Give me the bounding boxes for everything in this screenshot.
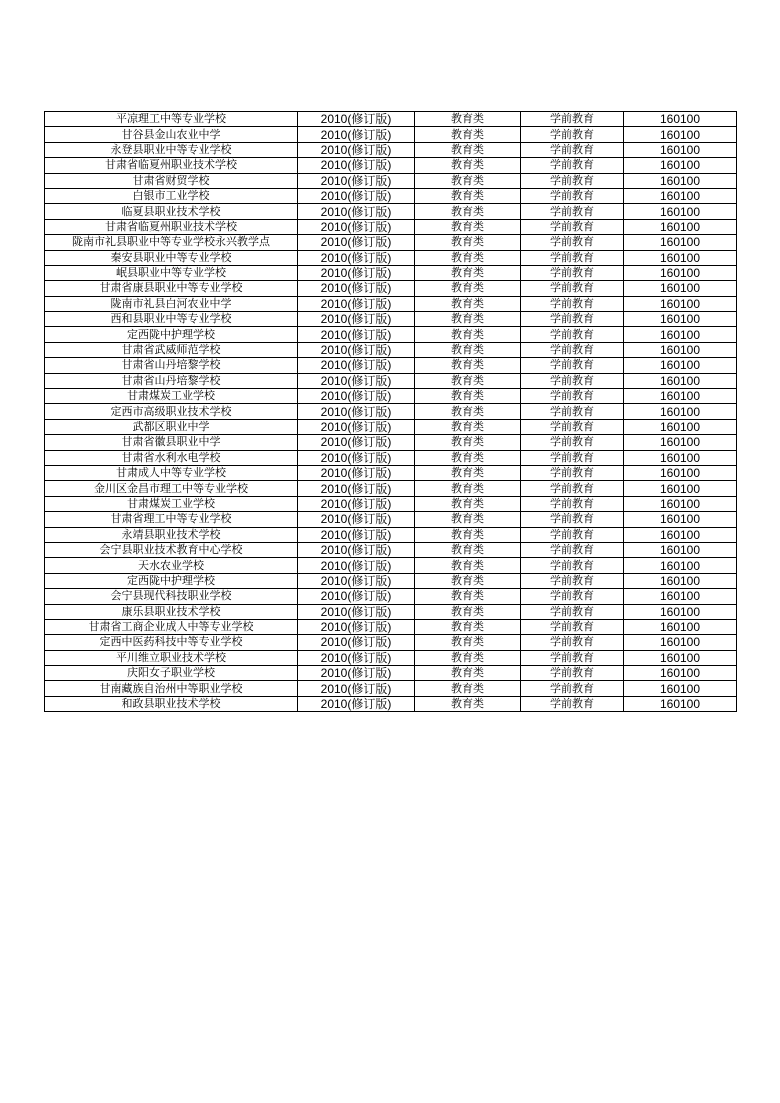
code-cell: 160100	[624, 265, 737, 280]
table-row	[45, 204, 737, 219]
edition-cell: 2010(修订版)	[298, 589, 415, 604]
major-cell: 学前教育	[521, 219, 624, 234]
school-name-cell: 甘谷县金山农业中学	[45, 127, 298, 142]
edition-cell: 2010(修订版)	[298, 142, 415, 157]
code-cell: 160100	[624, 450, 737, 465]
code-cell: 160100	[624, 389, 737, 404]
major-cell: 学前教育	[521, 327, 624, 342]
school-name-cell: 会宁县职业技术教育中心学校	[45, 542, 298, 557]
school-name-cell: 甘南藏族自治州中等职业学校	[45, 681, 298, 696]
table-row	[45, 281, 737, 296]
edition-cell: 2010(修订版)	[298, 465, 415, 480]
table-row	[45, 173, 737, 188]
table-row	[45, 681, 737, 696]
code-cell: 160100	[624, 112, 737, 127]
table-row	[45, 666, 737, 681]
major-cell: 学前教育	[521, 465, 624, 480]
major-cell: 学前教育	[521, 573, 624, 588]
table-row	[45, 112, 737, 127]
code-cell: 160100	[624, 496, 737, 511]
edition-cell: 2010(修订版)	[298, 450, 415, 465]
category-cell: 教育类	[415, 589, 521, 604]
school-name-cell: 甘肃省山丹培黎学校	[45, 373, 298, 388]
edition-cell: 2010(修订版)	[298, 312, 415, 327]
school-name-cell: 定西中医药科技中等专业学校	[45, 635, 298, 650]
major-cell: 学前教育	[521, 265, 624, 280]
major-cell: 学前教育	[521, 281, 624, 296]
school-name-cell: 定西市高级职业技术学校	[45, 404, 298, 419]
table-row	[45, 604, 737, 619]
table-row	[45, 419, 737, 434]
code-cell: 160100	[624, 404, 737, 419]
code-cell: 160100	[624, 419, 737, 434]
edition-cell: 2010(修订版)	[298, 327, 415, 342]
table-row	[45, 235, 737, 250]
school-name-cell: 甘肃省山丹培黎学校	[45, 358, 298, 373]
edition-cell: 2010(修订版)	[298, 404, 415, 419]
edition-cell: 2010(修订版)	[298, 435, 415, 450]
major-cell: 学前教育	[521, 604, 624, 619]
edition-cell: 2010(修订版)	[298, 635, 415, 650]
edition-cell: 2010(修订版)	[298, 527, 415, 542]
edition-cell: 2010(修订版)	[298, 512, 415, 527]
table-row	[45, 342, 737, 357]
major-cell: 学前教育	[521, 512, 624, 527]
major-cell: 学前教育	[521, 127, 624, 142]
table-row	[45, 265, 737, 280]
category-cell: 教育类	[415, 542, 521, 557]
school-major-table	[44, 111, 737, 712]
table-row	[45, 188, 737, 203]
major-cell: 学前教育	[521, 389, 624, 404]
major-cell: 学前教育	[521, 558, 624, 573]
major-cell: 学前教育	[521, 435, 624, 450]
category-cell: 教育类	[415, 619, 521, 634]
code-cell: 160100	[624, 512, 737, 527]
category-cell: 教育类	[415, 327, 521, 342]
table-row	[45, 465, 737, 480]
edition-cell: 2010(修订版)	[298, 650, 415, 665]
school-name-cell: 金川区金昌市理工中等专业学校	[45, 481, 298, 496]
category-cell: 教育类	[415, 342, 521, 357]
code-cell: 160100	[624, 650, 737, 665]
document-page	[44, 111, 736, 712]
category-cell: 教育类	[415, 389, 521, 404]
school-name-cell: 甘肃省徽县职业中学	[45, 435, 298, 450]
category-cell: 教育类	[415, 296, 521, 311]
category-cell: 教育类	[415, 404, 521, 419]
table-row	[45, 358, 737, 373]
edition-cell: 2010(修订版)	[298, 604, 415, 619]
code-cell: 160100	[624, 435, 737, 450]
school-name-cell: 白银市工业学校	[45, 188, 298, 203]
school-name-cell: 永登县职业中等专业学校	[45, 142, 298, 157]
category-cell: 教育类	[415, 250, 521, 265]
category-cell: 教育类	[415, 666, 521, 681]
category-cell: 教育类	[415, 681, 521, 696]
edition-cell: 2010(修订版)	[298, 112, 415, 127]
table-row	[45, 558, 737, 573]
school-name-cell: 甘肃煤炭工业学校	[45, 389, 298, 404]
edition-cell: 2010(修订版)	[298, 342, 415, 357]
category-cell: 教育类	[415, 142, 521, 157]
table-row	[45, 650, 737, 665]
edition-cell: 2010(修订版)	[298, 296, 415, 311]
edition-cell: 2010(修订版)	[298, 681, 415, 696]
edition-cell: 2010(修订版)	[298, 235, 415, 250]
code-cell: 160100	[624, 327, 737, 342]
code-cell: 160100	[624, 296, 737, 311]
major-cell: 学前教育	[521, 173, 624, 188]
major-cell: 学前教育	[521, 666, 624, 681]
major-cell: 学前教育	[521, 296, 624, 311]
major-cell: 学前教育	[521, 142, 624, 157]
edition-cell: 2010(修订版)	[298, 542, 415, 557]
major-cell: 学前教育	[521, 112, 624, 127]
table-row	[45, 512, 737, 527]
code-cell: 160100	[624, 619, 737, 634]
edition-cell: 2010(修订版)	[298, 281, 415, 296]
code-cell: 160100	[624, 281, 737, 296]
edition-cell: 2010(修订版)	[298, 188, 415, 203]
edition-cell: 2010(修订版)	[298, 666, 415, 681]
major-cell: 学前教育	[521, 635, 624, 650]
category-cell: 教育类	[415, 604, 521, 619]
major-cell: 学前教育	[521, 404, 624, 419]
table-row	[45, 542, 737, 557]
category-cell: 教育类	[415, 235, 521, 250]
code-cell: 160100	[624, 158, 737, 173]
code-cell: 160100	[624, 342, 737, 357]
category-cell: 教育类	[415, 496, 521, 511]
category-cell: 教育类	[415, 635, 521, 650]
category-cell: 教育类	[415, 450, 521, 465]
code-cell: 160100	[624, 465, 737, 480]
school-name-cell: 平凉理工中等专业学校	[45, 112, 298, 127]
category-cell: 教育类	[415, 265, 521, 280]
category-cell: 教育类	[415, 112, 521, 127]
table-row	[45, 296, 737, 311]
edition-cell: 2010(修订版)	[298, 619, 415, 634]
school-name-cell: 甘肃成人中等专业学校	[45, 465, 298, 480]
school-name-cell: 陇南市礼县白河农业中学	[45, 296, 298, 311]
school-name-cell: 和政县职业技术学校	[45, 696, 298, 711]
major-cell: 学前教育	[521, 188, 624, 203]
table-row	[45, 312, 737, 327]
edition-cell: 2010(修订版)	[298, 419, 415, 434]
code-cell: 160100	[624, 219, 737, 234]
category-cell: 教育类	[415, 358, 521, 373]
category-cell: 教育类	[415, 558, 521, 573]
major-cell: 学前教育	[521, 450, 624, 465]
category-cell: 教育类	[415, 650, 521, 665]
edition-cell: 2010(修订版)	[298, 158, 415, 173]
edition-cell: 2010(修订版)	[298, 373, 415, 388]
table-row	[45, 327, 737, 342]
school-name-cell: 甘肃省水利水电学校	[45, 450, 298, 465]
major-cell: 学前教育	[521, 358, 624, 373]
table-row	[45, 219, 737, 234]
school-name-cell: 甘肃省临夏州职业技术学校	[45, 219, 298, 234]
code-cell: 160100	[624, 681, 737, 696]
school-name-cell: 甘肃省理工中等专业学校	[45, 512, 298, 527]
edition-cell: 2010(修订版)	[298, 481, 415, 496]
table-row	[45, 389, 737, 404]
code-cell: 160100	[624, 250, 737, 265]
category-cell: 教育类	[415, 481, 521, 496]
table-row	[45, 127, 737, 142]
major-cell: 学前教育	[521, 419, 624, 434]
category-cell: 教育类	[415, 512, 521, 527]
edition-cell: 2010(修订版)	[298, 250, 415, 265]
table-row	[45, 481, 737, 496]
category-cell: 教育类	[415, 188, 521, 203]
school-name-cell: 天水农业学校	[45, 558, 298, 573]
table-row	[45, 527, 737, 542]
major-cell: 学前教育	[521, 619, 624, 634]
category-cell: 教育类	[415, 173, 521, 188]
table-row	[45, 496, 737, 511]
school-name-cell: 甘肃省康县职业中等专业学校	[45, 281, 298, 296]
edition-cell: 2010(修订版)	[298, 696, 415, 711]
major-cell: 学前教育	[521, 342, 624, 357]
school-name-cell: 临夏县职业技术学校	[45, 204, 298, 219]
school-name-cell: 会宁县现代科技职业学校	[45, 589, 298, 604]
school-name-cell: 康乐县职业技术学校	[45, 604, 298, 619]
major-cell: 学前教育	[521, 158, 624, 173]
major-cell: 学前教育	[521, 204, 624, 219]
school-name-cell: 西和县职业中等专业学校	[45, 312, 298, 327]
edition-cell: 2010(修订版)	[298, 265, 415, 280]
table-row	[45, 373, 737, 388]
code-cell: 160100	[624, 481, 737, 496]
code-cell: 160100	[624, 358, 737, 373]
code-cell: 160100	[624, 188, 737, 203]
category-cell: 教育类	[415, 465, 521, 480]
table-row	[45, 450, 737, 465]
code-cell: 160100	[624, 558, 737, 573]
code-cell: 160100	[624, 542, 737, 557]
edition-cell: 2010(修订版)	[298, 389, 415, 404]
code-cell: 160100	[624, 635, 737, 650]
school-name-cell: 陇南市礼县职业中等专业学校永兴教学点	[45, 235, 298, 250]
school-name-cell: 庆阳女子职业学校	[45, 666, 298, 681]
table-body	[45, 112, 737, 712]
category-cell: 教育类	[415, 127, 521, 142]
table-row	[45, 573, 737, 588]
school-name-cell: 定西陇中护理学校	[45, 573, 298, 588]
category-cell: 教育类	[415, 419, 521, 434]
edition-cell: 2010(修订版)	[298, 173, 415, 188]
code-cell: 160100	[624, 142, 737, 157]
code-cell: 160100	[624, 173, 737, 188]
category-cell: 教育类	[415, 204, 521, 219]
code-cell: 160100	[624, 573, 737, 588]
school-name-cell: 甘肃省财贸学校	[45, 173, 298, 188]
major-cell: 学前教育	[521, 373, 624, 388]
code-cell: 160100	[624, 235, 737, 250]
major-cell: 学前教育	[521, 481, 624, 496]
school-name-cell: 甘肃省工商企业成人中等专业学校	[45, 619, 298, 634]
code-cell: 160100	[624, 696, 737, 711]
category-cell: 教育类	[415, 281, 521, 296]
code-cell: 160100	[624, 373, 737, 388]
code-cell: 160100	[624, 312, 737, 327]
table-row	[45, 696, 737, 711]
code-cell: 160100	[624, 604, 737, 619]
major-cell: 学前教育	[521, 250, 624, 265]
school-name-cell: 定西陇中护理学校	[45, 327, 298, 342]
code-cell: 160100	[624, 127, 737, 142]
table-row	[45, 435, 737, 450]
table-row	[45, 158, 737, 173]
edition-cell: 2010(修订版)	[298, 573, 415, 588]
major-cell: 学前教育	[521, 696, 624, 711]
table-row	[45, 589, 737, 604]
school-name-cell: 永靖县职业技术学校	[45, 527, 298, 542]
category-cell: 教育类	[415, 158, 521, 173]
major-cell: 学前教育	[521, 542, 624, 557]
major-cell: 学前教育	[521, 589, 624, 604]
category-cell: 教育类	[415, 435, 521, 450]
major-cell: 学前教育	[521, 235, 624, 250]
major-cell: 学前教育	[521, 681, 624, 696]
table-row	[45, 250, 737, 265]
category-cell: 教育类	[415, 219, 521, 234]
edition-cell: 2010(修订版)	[298, 496, 415, 511]
code-cell: 160100	[624, 666, 737, 681]
table-row	[45, 404, 737, 419]
category-cell: 教育类	[415, 312, 521, 327]
category-cell: 教育类	[415, 573, 521, 588]
code-cell: 160100	[624, 204, 737, 219]
school-name-cell: 武都区职业中学	[45, 419, 298, 434]
category-cell: 教育类	[415, 527, 521, 542]
school-name-cell: 岷县职业中等专业学校	[45, 265, 298, 280]
category-cell: 教育类	[415, 696, 521, 711]
major-cell: 学前教育	[521, 650, 624, 665]
table-row	[45, 142, 737, 157]
edition-cell: 2010(修订版)	[298, 219, 415, 234]
edition-cell: 2010(修订版)	[298, 358, 415, 373]
edition-cell: 2010(修订版)	[298, 127, 415, 142]
code-cell: 160100	[624, 589, 737, 604]
school-name-cell: 秦安县职业中等专业学校	[45, 250, 298, 265]
category-cell: 教育类	[415, 373, 521, 388]
school-name-cell: 甘肃煤炭工业学校	[45, 496, 298, 511]
table-row	[45, 619, 737, 634]
code-cell: 160100	[624, 527, 737, 542]
major-cell: 学前教育	[521, 496, 624, 511]
major-cell: 学前教育	[521, 312, 624, 327]
table-row	[45, 635, 737, 650]
major-cell: 学前教育	[521, 527, 624, 542]
school-name-cell: 甘肃省武威师范学校	[45, 342, 298, 357]
edition-cell: 2010(修订版)	[298, 558, 415, 573]
school-name-cell: 甘肃省临夏州职业技术学校	[45, 158, 298, 173]
edition-cell: 2010(修订版)	[298, 204, 415, 219]
school-name-cell: 平川维立职业技术学校	[45, 650, 298, 665]
